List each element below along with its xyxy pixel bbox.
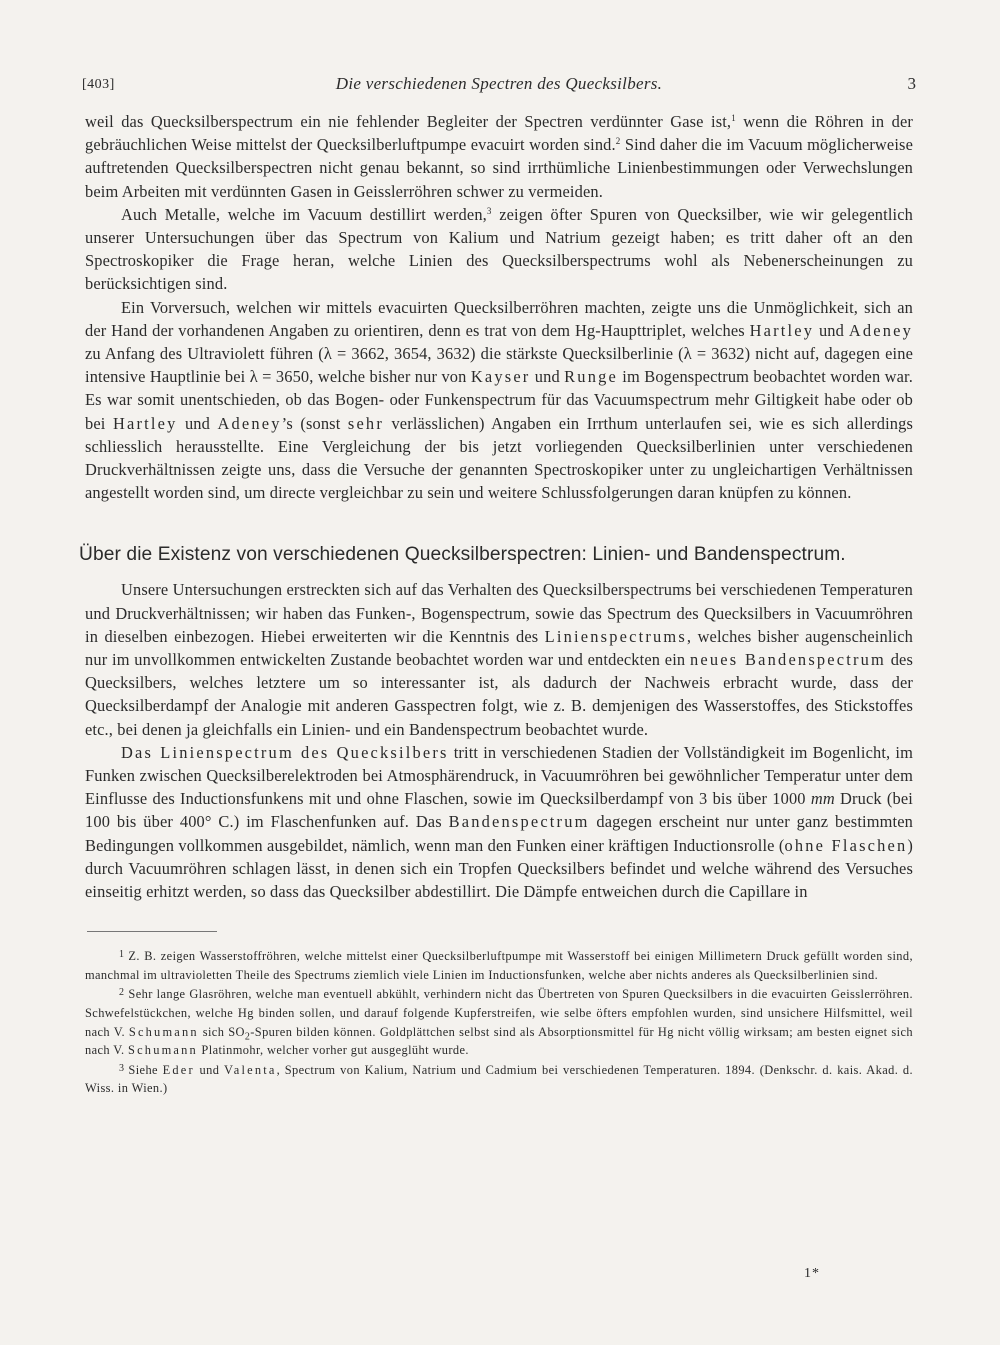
signature-mark: 1*: [804, 1266, 820, 1281]
paragraph-2: [85, 203, 913, 296]
footnote-2-number: 2: [119, 987, 125, 999]
emphasis-neues-bandenspectrum: neues Bandenspectrum: [689, 650, 886, 670]
paragraph-3: [85, 296, 913, 505]
page-number: 3: [907, 74, 916, 93]
footnote-3-text-a: Siehe: [128, 1062, 163, 1077]
footnote-2-text-d: Platinmohr, welcher vorher gut ausgeglüht wurde.: [197, 1043, 469, 1058]
section-heading: Über die Existenz von verschiedenen Quecksilberspectren: Linien- und Bandenspectrum.: [79, 544, 846, 566]
paragraph-5-text-a: tritt in verschiedenen Stadien der Vollständigkeit im Bogenlicht, im Funken zwischen Quecksilberelektroden bei Atmosphärendruck, in Vacuumröhren bei gewöhnlicher Temperatur unter dem Einflusse des Inductionsfunkens mit und ohne Flaschen, sowie im Quecksilberdampf von 3 bis über 1000: [85, 742, 913, 809]
footnote-2-text-b: sich SO: [198, 1024, 245, 1039]
footnote-ref-3: 3: [486, 205, 492, 216]
running-header: [82, 74, 916, 96]
footnote-3-text-b: , Spectrum von Kalium, Natrium und Cadmium bei verschiedenen Temperaturen. 1894. (Denkschr. d. kais. Akad. d. Wiss. in Wien.): [85, 1062, 913, 1096]
emphasis-linienspectrum-des-quecksilbers: Das Linienspectrum des Quecksilbers: [121, 742, 449, 762]
footnote-3: [85, 1060, 913, 1098]
author-adeney: Adeney: [217, 413, 282, 433]
paragraph-2-text-a: Auch Metalle, welche im Vacuum destillirt werden,: [121, 204, 487, 224]
header-reference: [403]: [82, 77, 115, 92]
footnote-divider: [87, 931, 217, 932]
author-runge: Runge: [564, 367, 618, 387]
paragraph-2-text-b: zeigen öfter Spuren von Quecksilber, wie wir gelegentlich unserer Untersuchungen über das Spectrum von Kalium und Natrium gezeigt haben; es tritt daher oft an den Spectroskopiker die Frage heran, welche Linien des Quecksilberspectrums wohl als Nebenerscheinungen zu berücksichtigen sind.: [85, 204, 913, 294]
unit-mm: mm: [810, 789, 835, 809]
emphasis-sehr: sehr: [347, 413, 384, 433]
footnote-1-number: 1: [119, 949, 125, 961]
paragraph-4-text-a: Unsere Untersuchungen erstreckten sich auf das Verhalten des Quecksilberspectrums bei verschiedenen Temperaturen und Druckverhältnissen; wir haben das Funken-, Bogenspectrum, sowie das Spectrum des Quecksilbers in Vacuumröhren in dieselben einbezogen. Hiebei erweiterten wir die Kenntnis des: [85, 580, 913, 646]
author-adeney: Adeney: [848, 320, 913, 340]
body-text: [79, 110, 914, 903]
paragraph-1: [85, 110, 913, 203]
author-hartley: Hartley: [749, 320, 815, 340]
author-eder: Eder: [162, 1062, 195, 1077]
running-title: Die verschiedenen Spectren des Quecksilbers.: [335, 74, 663, 93]
paragraph-1-text-b: wenn die Röhren in der gebräuchlichen Weise mittelst der Quecksilberluftpumpe evacuirt worden sind.: [85, 112, 913, 155]
paragraph-4-text-b: , welches bisher augenscheinlich nur im unvollkommen entwickelten Zustande beobachtet worden war und entdeckten ein: [85, 626, 913, 670]
footnotes: [85, 946, 913, 1098]
paragraph-3-text-c: im Bogenspectrum beobachtet worden war. Es war somit unentschieden, ob das Bogen- oder Funkenspectrum für das Vacuumspectrum mehr Giltigkeit habe oder ob bei: [85, 367, 914, 433]
footnote-2: [85, 984, 913, 1059]
paragraph-5: [85, 741, 913, 903]
author-hartley: Hartley: [112, 413, 178, 433]
subscript-2: 2: [244, 1031, 251, 1043]
paragraph-3-text-d: ’s (sonst: [281, 413, 348, 433]
conjunction: und: [530, 367, 565, 387]
author-schumann: Schumann: [128, 1024, 199, 1039]
emphasis-linienspectrum: Linienspectrums: [544, 626, 687, 646]
footnote-ref-1: 1: [731, 113, 736, 123]
author-valenta: Valenta: [224, 1062, 277, 1077]
footnote-1-text: Z. B. zeigen Wasserstoffröhren, welche mittelst einer Quecksilberluftpumpe mit Wasserstoff bei einigen Millimetern Druck gefüllt worden sind, manchmal im ultravioletten Theile des Spectrums ziemlich viele Linien im Inductionsfunken, welche aber nichts anderes als Quecksilberlinien sind.: [85, 949, 913, 982]
footnote-2-text-a: Sehr lange Glasröhren, welche man eventuell abkühlt, verhindern nicht das Übertreten von Spuren Quecksilbers in die evacuirten Geisslerröhren. Schwefelstückchen, welche Hg binden sollen, und darauf folgende Kupferstreifen, wie selbe öfters empfohlen wurden, sind unsichere Hilfsmittel, weil nach V.: [85, 987, 913, 1039]
author-schumann: Schumann: [128, 1043, 198, 1058]
footnote-ref-2: 2: [615, 136, 621, 147]
footnote-2-text-c: -Spuren bilden können. Goldplättchen selbst sind als Absorptionsmittel für Hg nicht völlig wirksam; am besten eignet sich nach V.: [85, 1024, 913, 1058]
paragraph-3-text-b: zu Anfang des Ultraviolett führen (λ = 3662, 3654, 3632) die stärkste Quecksilberlinie (λ = 3632) nicht auf, dagegen eine intensive Hauptlinie bei λ = 3650, welche bisher nur von: [85, 344, 913, 387]
paragraph-4-text-c: des Quecksilbers, welches letztere um so interessanter ist, als dadurch der Nachweis erbracht wurde, dass der Quecksilberdampf der Analogie mit anderen Gasspectren folgt, wie z. B. demjenigen des Wasserstoffes, des Stickstoffes etc., bei denen ja gleichfalls ein Linien- und ein Bandenspectrum beobachtet wurde.: [85, 650, 913, 739]
conjunction: und: [177, 413, 218, 433]
page: [79, 74, 916, 1098]
paragraph-5-text-d: ) durch Vacuumröhren schlagen lässt, in denen sich ein Tropfen Quecksilbers befindet und welche während des Versuches einseitig erhitzt werden, so dass das Quecksilber abdestillirt. Die Dämpfe entweichen durch die Capillare in: [85, 835, 913, 902]
footnote-1: [85, 946, 913, 984]
paragraph-5-text-c: dagegen erscheint nur unter ganz bestimmten Bedingungen vollkommen ausgebildet, nämlich, wenn man den Funken einer kräftigen Inductionsrolle (: [85, 812, 913, 855]
paragraph-3-text-e: verlässlichen) Angaben ein Irrthum unterlaufen sei, wie es sich allerdings schliesslich herausstellte. Eine Vergleichung der bis jetzt vorliegenden Quecksilberlinien unter verschiedenen Druckverhältnissen zeigte uns, dass die Versuche der genannten Spectroskopiker unter zu ungleichartigen Verhältnissen angestellt worden sind, um directe vergleichbar zu sein und weitere Schlussfolgerungen daran knüpfen zu können.: [85, 413, 913, 503]
paragraph-1-text-c: Sind daher die im Vacuum möglicherweise auftretenden Quecksilberspectren nicht genau bekannt, so sind irrthümliche Linienbestimmungen oder Verwechslungen beim Arbeiten mit verdünnten Gasen in Geisslerröhren schwer zu vermeiden.: [85, 135, 914, 201]
conjunction: und: [194, 1062, 224, 1077]
paragraph-5-text-b: Druck (bei 100 bis über 400° C.) im Flaschenfunken auf. Das: [85, 789, 913, 832]
paragraph-1-text-a: weil das Quecksilberspectrum ein nie fehlender Begleiter der Spectren verdünnter Gase ist,: [85, 112, 732, 131]
author-kayser: Kayser: [470, 367, 531, 387]
paragraph-4: [85, 578, 913, 740]
conjunction: und: [814, 320, 849, 340]
paragraph-3-text-a: Ein Vorversuch, welchen wir mittels evacuirten Quecksilberröhren machten, zeigte uns die Unmöglichkeit, sich an der Hand der vorhandenen Angaben zu orientiren, denn es trat von dem Hg-Haupttriplet, welches: [85, 297, 913, 340]
emphasis-bandenspectrum: Bandenspectrum: [448, 812, 590, 832]
emphasis-ohne-flaschen: ohne Flaschen: [784, 835, 908, 855]
footnote-3-number: 3: [119, 1062, 125, 1074]
